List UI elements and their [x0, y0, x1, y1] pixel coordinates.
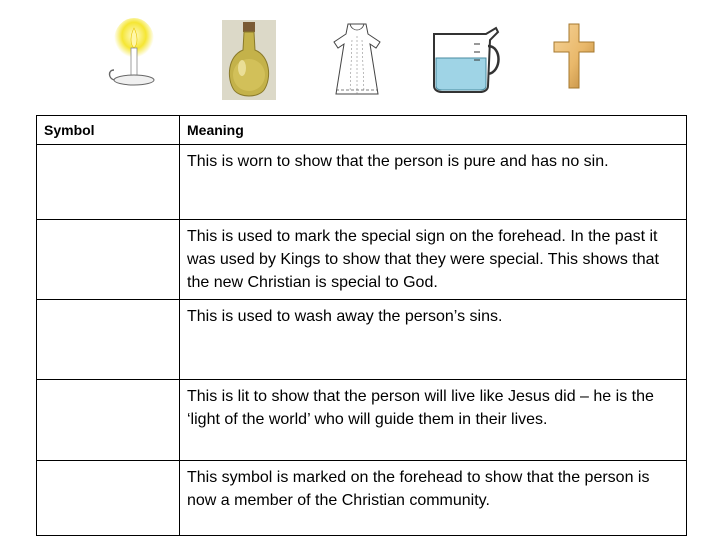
table-row: [37, 145, 687, 220]
meaning-cell: [180, 380, 687, 461]
white-gown-icon: [322, 20, 392, 98]
meaning-cell: [180, 145, 687, 220]
meaning-text: This is used to mark the special sign on the forehead. In the past it was used by Kings to show that they were special. This shows that the new Christian is special to God.: [187, 228, 659, 291]
table-row: [37, 220, 687, 300]
symbol-header: Symbol: [44, 122, 95, 138]
oil-bottle-icon: [222, 20, 276, 100]
symbols-table: [36, 115, 687, 536]
symbol-cell[interactable]: [37, 461, 180, 536]
symbol-cell[interactable]: [37, 145, 180, 220]
meaning-text: This is worn to show that the person is pure and has no sin.: [187, 153, 609, 170]
candle-icon: [104, 18, 168, 90]
symbol-cell[interactable]: [37, 380, 180, 461]
table-header-row: [37, 116, 687, 145]
meaning-header-cell: [180, 116, 687, 145]
table-row: [37, 300, 687, 380]
meaning-cell: [180, 300, 687, 380]
symbol-cell[interactable]: [37, 300, 180, 380]
meaning-cell: [180, 220, 687, 300]
meaning-text: This is lit to show that the person will live like Jesus did – he is the ‘light of the world’ who will guide them in their lives.: [187, 388, 654, 428]
meaning-text: This is used to wash away the person’s sins.: [187, 308, 503, 325]
meaning-text: This symbol is marked on the forehead to show that the person is now a member of the Christian community.: [187, 469, 650, 509]
meaning-cell: [180, 461, 687, 536]
meaning-header: Meaning: [187, 122, 244, 138]
water-jug-icon: [426, 24, 504, 96]
symbol-cell[interactable]: [37, 220, 180, 300]
table-row: [37, 461, 687, 536]
cross-icon: [552, 22, 596, 90]
symbol-header-cell: [37, 116, 180, 145]
table-row: [37, 380, 687, 461]
